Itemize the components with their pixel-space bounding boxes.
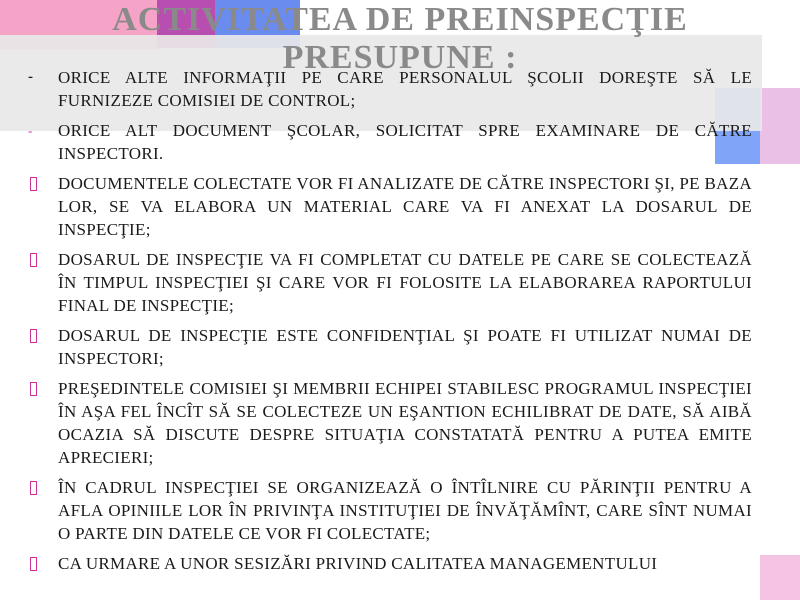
list-item-text: DOCUMENTELE COLECTATE VOR FI ANALIZATE DE CĂTRE INSPECTORI ŞI, PE BAZA LOR, SE VA ELABORA UN MATERIAL CARE VA FI ANEXAT LA DOSARUL DE INSPECŢIE; [58,174,752,239]
dash-bullet: - [28,123,33,138]
bullet-list [0,66,800,582]
list-item [0,248,800,317]
list-item-text: ÎN CADRUL INSPECŢIEI SE ORGANIZEAZĂ O ÎNTÎLNIRE CU PĂRINŢII PENTRU A AFLA OPINIILE LOR ÎN PRIVINŢA INSTITUŢIEI DE ÎNVĂŢĂMÎNT, CARE SÎNT NUMAI O PARTE DIN DATELE CE VOR FI COLECTATE; [58,478,752,543]
list-item [0,377,800,469]
list-item [0,552,800,575]
list-item-text: ORICE ALTE INFORMAŢII PE CARE PERSONALUL ŞCOLII DOREŞTE SĂ LE FURNIZEZE COMISIEI DE CONTROL; [58,68,752,110]
list-item [0,476,800,545]
list-item-text: PREŞEDINTELE COMISIEI ŞI MEMBRII ECHIPEI STABILESC PROGRAMUL INSPECŢIEI ÎN AŞA FEL ÎNCÎT SĂ SE COLECTEZE UN EŞANTION ECHILIBRAT DE DATE, SĂ AIBĂ OCAZIA SĂ DISCUTE DESPRE SITUAŢIA CONSTATATĂ PENTRU A PUTEA EMITE APRECIERI; [58,379,752,467]
box-bullet-icon [30,329,37,343]
dash-bullet: - [28,69,34,85]
list-item-text: DOSARUL DE INSPECŢIE VA FI COMPLETAT CU DATELE PE CARE SE COLECTEAZĂ ÎN TIMPUL INSPECŢIEI ŞI CARE VOR FI FOLOSITE LA ELABORAREA RAPORTULUI FINAL DE INSPECŢIE; [58,250,752,315]
box-bullet-icon [30,481,37,495]
box-bullet-icon [30,253,37,267]
box-bullet-icon [30,382,37,396]
list-item [0,119,800,165]
list-item [0,324,800,370]
box-bullet-icon [30,177,37,191]
slide-title-line2: PRESUPUNE : [282,39,518,76]
slide-title-line1: ACTIVITATEA DE PREINSPECŢIE [112,1,688,38]
box-bullet-icon [30,557,37,571]
list-item [0,66,800,112]
list-item-text: ORICE ALT DOCUMENT ŞCOLAR, SOLICITAT SPRE EXAMINARE DE CĂTRE INSPECTORI. [58,121,752,163]
list-item [0,172,800,241]
list-item-text: CA URMARE A UNOR SESIZĂRI PRIVIND CALITATEA MANAGEMENTULUI [58,554,658,573]
list-item-text: DOSARUL DE INSPECŢIE ESTE CONFIDENŢIAL ŞI POATE FI UTILIZAT NUMAI DE INSPECTORI; [58,326,752,368]
